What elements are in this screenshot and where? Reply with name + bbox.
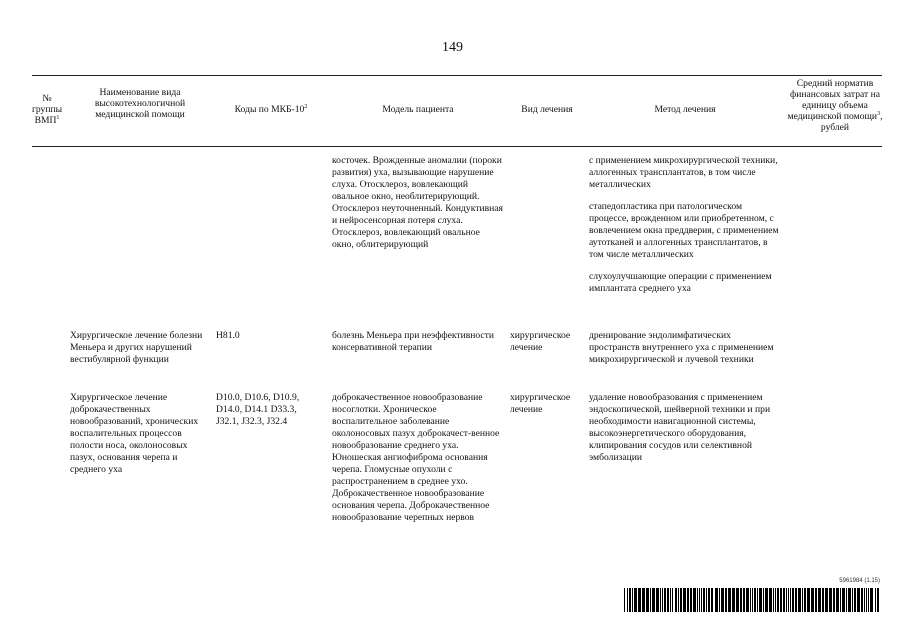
barcode-bar — [788, 588, 789, 612]
barcode-bar — [697, 588, 698, 612]
barcode-bar — [687, 588, 689, 612]
barcode-bar — [811, 588, 814, 612]
barcode-bar — [662, 588, 663, 612]
barcode-bar — [660, 588, 661, 612]
barcode-bar — [680, 588, 682, 612]
barcode-bar — [829, 588, 832, 612]
barcode-bar — [642, 588, 645, 612]
row3-patient-model: доброкачественное новообразование носоглотки. Хроническое воспалительное заболевание околоносовых пазух доброкачест-венное новообразование среднего уха. Юношеская ангиофиброма основания черепа. Гломусные опухоли с распространением в среднее ухо. Доброкачественное новообразование основания черепа. Доброкачественное новообразование черепных нервов — [332, 392, 500, 523]
barcode-bar — [672, 588, 673, 612]
barcode-bar — [783, 588, 785, 612]
barcode-bar — [632, 588, 633, 612]
page-number: 149 — [442, 40, 463, 55]
row2-treatment-type: хирургическое лечение — [510, 330, 571, 353]
table-header-bottom-rule — [32, 146, 882, 147]
barcode-bar — [763, 588, 764, 612]
barcode-bar — [875, 588, 876, 612]
barcode-bar — [854, 588, 856, 612]
barcode-bar — [719, 588, 720, 612]
barcode-bar — [750, 588, 751, 612]
barcode-bar — [706, 588, 707, 612]
barcode-bar — [683, 588, 686, 612]
barcode-bar — [693, 588, 696, 612]
barcode-bar — [746, 588, 749, 612]
barcode-bar — [725, 588, 727, 612]
row1-method-item: стапедопластика при патологическом процессе, врожденном или приобретенном, с вовлечением окна преддверия, с применением аутотканей и аллогенных трансплантатов, в том числе металлических — [589, 201, 779, 260]
barcode-bar — [840, 588, 841, 612]
header-patient-model: Модель пациента — [382, 104, 454, 115]
barcode-bar — [790, 588, 791, 612]
barcode-bar — [836, 588, 839, 612]
barcode-bar — [780, 588, 782, 612]
barcode-bar — [699, 588, 700, 612]
barcode-bar — [825, 588, 828, 612]
barcode-bar — [777, 588, 779, 612]
barcode-bar — [652, 588, 655, 612]
barcode-bar — [807, 588, 810, 612]
barcode-bar — [822, 588, 824, 612]
header-icd-codes: Коды по МКБ-$10^2$ — [234, 103, 308, 115]
barcode-bar — [792, 588, 794, 612]
barcode-bar — [634, 588, 637, 612]
barcode-bar — [624, 588, 625, 612]
barcode-bar — [795, 588, 797, 612]
row2-care-type-name: Хирургическое лечение болезни Меньера и других нарушений вестибулярной функции — [70, 330, 203, 365]
barcode-bar — [703, 588, 705, 612]
barcode-bar — [690, 588, 692, 612]
barcode-bar — [752, 588, 753, 612]
barcode-bar — [773, 588, 774, 612]
barcode-bar — [868, 588, 869, 612]
barcode-bar — [646, 588, 649, 612]
header-group-number: № группы ВМП$^1$ — [31, 93, 63, 126]
header-care-type-name: Наименование вида высокотехнологичной медицинской помощи — [94, 87, 186, 120]
barcode-bar — [664, 588, 666, 612]
barcode-bar — [740, 588, 742, 612]
barcode-bar — [798, 588, 801, 612]
header-average-cost: Средний норматив финансовых затрат на единицу объема медицинской помощи$^3$, рублей — [787, 78, 883, 133]
barcode-bar — [786, 588, 787, 612]
barcode-bar — [715, 588, 718, 612]
barcode-bar — [757, 588, 758, 612]
row3-treatment-method: удаление новообразования с применением эндоскопической, шейверной техники и при необходимости навигационной системы, высокоэнергетического оборудования, клипирования сосудов или селективной эмболизации — [589, 392, 771, 463]
barcode-label: 5961984 (1.15) — [839, 578, 880, 584]
barcode-bar — [852, 588, 853, 612]
row1-treatment-methods — [589, 155, 779, 295]
barcode-bar — [675, 588, 677, 612]
barcode-bar — [848, 588, 851, 612]
barcode-bar — [754, 588, 756, 612]
barcode-bar — [728, 588, 731, 612]
barcode-bar — [765, 588, 768, 612]
barcode-bar — [627, 588, 628, 612]
header-treatment-type: Вид лечения — [521, 104, 573, 115]
barcode-bar — [866, 588, 867, 612]
barcode-bar — [775, 588, 776, 612]
barcode-bar — [864, 588, 865, 612]
barcode-bar — [732, 588, 735, 612]
barcode-bar — [629, 588, 631, 612]
barcode-bar — [833, 588, 835, 612]
barcode-bar — [815, 588, 817, 612]
barcode-bar — [656, 588, 659, 612]
barcode-bar — [711, 588, 713, 612]
barcode-bar — [743, 588, 745, 612]
barcode-bar — [721, 588, 724, 612]
barcode-bar — [650, 588, 651, 612]
barcode-bar — [857, 588, 860, 612]
barcode-bar — [870, 588, 873, 612]
barcode-bar — [877, 588, 879, 612]
barcode-bar — [842, 588, 845, 612]
barcode-bar — [861, 588, 863, 612]
row2-patient-model: болезнь Меньера при неэффективности консервативной терапии — [332, 330, 494, 353]
row1-method-item: слухоулучшающие операции с применением имплантата среднего уха — [589, 271, 772, 294]
barcode-bar — [846, 588, 847, 612]
barcode-bar — [804, 588, 806, 612]
barcode-graphic — [624, 588, 882, 612]
row1-method-item: с применением микрохирургической техники, аллогенных трансплантатов, в том числе металлических — [589, 155, 778, 190]
barcode-bar — [667, 588, 669, 612]
barcode-bar — [802, 588, 803, 612]
row2-treatment-method: дренирование эндолимфатических пространств внутреннего уха с применением микрохирургической и лучевой техники — [589, 330, 774, 365]
barcode-bar — [769, 588, 772, 612]
table-top-rule — [32, 75, 882, 76]
header-treatment-method: Метод лечения — [654, 104, 716, 115]
row2-icd-codes: H81.0 — [216, 330, 240, 341]
barcode-bar — [736, 588, 739, 612]
barcode-bar — [678, 588, 679, 612]
barcode-bar — [708, 588, 710, 612]
row1-patient-model: косточек. Врожденные аномалии (пороки развития) уха, вызывающие нарушение слуха. Отосклероз, вовлекающий овальное окно, необлитерирующий. Отосклероз неуточненный. Кондуктивная и нейросенсорная потеря слуха. Отосклероз, вовлекающий овальное окно, облитерирующий — [332, 155, 503, 250]
row3-care-type-name: Хирургическое лечение доброкачественных новообразований, хронических воспалительных процессов полости носа, околоносовых пазух, основания черепа и среднего уха — [70, 392, 199, 475]
barcode-bar — [759, 588, 762, 612]
row3-treatment-type: хирургическое лечение — [510, 392, 571, 415]
barcode-bar — [818, 588, 821, 612]
barcode-bar — [701, 588, 702, 612]
row3-icd-codes: D10.0, D10.6, D10.9, D14.0, D14.1 D33.3, J32.1, J32.3, J32.4 — [216, 392, 300, 427]
barcode-bar — [670, 588, 671, 612]
barcode-bar — [638, 588, 641, 612]
